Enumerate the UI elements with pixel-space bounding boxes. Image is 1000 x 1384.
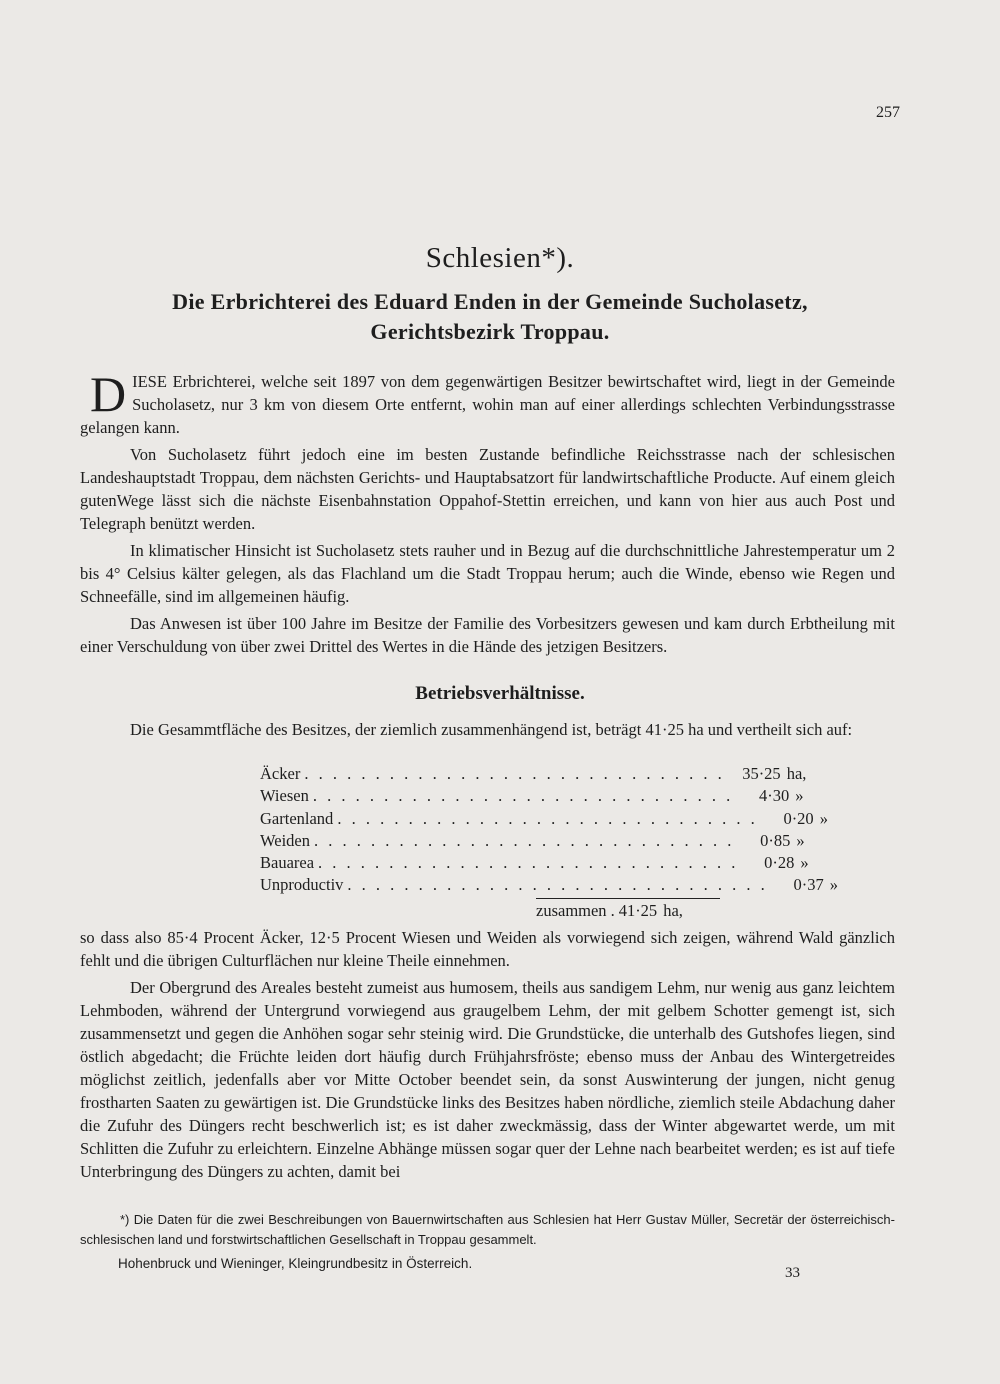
area-label: Wiesen: [260, 786, 309, 806]
area-row: [260, 830, 805, 853]
drop-cap: D: [90, 366, 127, 422]
leader-dots: . . . . . . . . . . . . . . . . . . . . . . . . . . . . . .: [347, 875, 768, 895]
total-value: 41·25: [618, 900, 658, 920]
section-heading: Betriebsverhältnisse.: [415, 683, 585, 704]
subtitle-line-2: Gerichtsbezirk Troppau.: [370, 319, 610, 344]
area-value: 35·25: [742, 764, 781, 783]
area-table: [260, 764, 839, 923]
page-title: Schlesien*).: [425, 242, 575, 274]
area-value: 4·30: [758, 786, 790, 806]
page-number: 257: [876, 104, 900, 121]
area-label: Gartenland: [260, 808, 334, 828]
leader-dots: . . . . . . . . . . . . . . . . . . . . . . . . . . . . . .: [304, 764, 725, 783]
leader-dots: . . . . . . . . . . . . . . . . . . . . . . . . . . . . . .: [312, 786, 734, 806]
total-unit: ha,: [663, 900, 683, 920]
footer-page-number: 33: [785, 1265, 800, 1281]
area-label: Äcker: [260, 764, 301, 783]
area-row: [260, 786, 804, 808]
leader-dots: . . . . . . . . . . . . . . . . . . . . . . . . . . . . . .: [313, 830, 735, 850]
leader-dots: . . . . . . . . . . . . . . . . . . . . . . . . . . . . . .: [337, 808, 758, 828]
area-total-row: [536, 898, 720, 923]
intro-section: [80, 366, 895, 662]
soil-section: [80, 926, 895, 1187]
area-row: [260, 875, 839, 897]
betrieb-intro-paragraph: Die Gesammtfläche des Besitzes, der ziemlich zusammenhängend ist, beträgt 41·25 ha und vertheilt sich auf:: [130, 720, 853, 739]
area-unit: »: [795, 786, 804, 806]
area-unit: »: [796, 830, 805, 850]
summary-paragraph: so dass also 85·4 Procent Äcker, 12·5 Procent Wiesen und Weiden als vorwiegend sich zeigen, während Wald gänzlich fehlt und die übrigen Culturflächen nur kleine Theile einnehmen.: [80, 928, 895, 970]
area-unit: »: [800, 853, 809, 873]
betrieb-section: [80, 718, 895, 745]
area-unit: »: [819, 808, 828, 828]
intro-paragraph-3: In klimatischer Hinsicht ist Sucholasetz stets rauher und in Bezug auf die durchschnittliche Jahrestemperatur um 2 bis 4° Celsius kälter gelegen, als das Flachland um die Stadt Troppau herum; auch die Winde, ebenso wie Regen und Schneefälle, sind im allgemeinen häufig.: [80, 541, 895, 606]
area-row: [260, 853, 809, 875]
footnote: *) Die Daten für die zwei Beschreibungen von Bauernwirtschaften aus Schlesien hat Herr Gustav Müller, Secretär der österreichisch-schlesischen land und forstwirtschaftlichen Gesellschaft in Troppau gesammelt.: [80, 1212, 895, 1247]
total-dot: .: [610, 900, 615, 920]
area-value: 0·20: [783, 808, 814, 828]
area-value: 0·85: [760, 830, 791, 850]
intro-paragraph-1: [80, 366, 895, 439]
soil-paragraph: Der Obergrund des Areales besteht zumeist aus humosem, theils aus sandigem Lehm, nur wenig aus ganz leichtem Lehmboden, während der Untergrund vorwiegend aus graugelbem Lehm, der mit gelbem Schotter gemengt ist, sich zusammensetzt und gegen die Anhöhen sogar sehr steinig wird. Die Grundstücke, die unterhalb des Gutshofes liegen, sind östlich abgedacht; die Früchte leiden dort häufig durch Frühjahrsfröste; ebenso muss der Anbau des Wintergetreides möglichst zeitlich, jedenfalls aber vor Mitte October beendet sein, da sonst Auswinterung der jungen, nicht genug frostharten Saaten zu gewärtigen ist. Die Grundstücke links des Besitzes haben nördliche, ziemlich steile Abdachung daher die Zufuhr des Düngers recht beschwerlich ist; es ist daher zweckmässig, dass der Winter abgewartet werde, um mit Schlitten die Zufuhr zu erleichtern. Einzelne Abhänge müssen sogar quer der Lehne nach bearbeitet werden; es ist auf tiefe Unterbringung des Düngers zu achten, damit bei: [80, 978, 895, 1181]
area-value: 0·28: [764, 853, 795, 873]
footer-citation: Hohenbruck und Wieninger, Kleingrundbesitz in Österreich.: [118, 1256, 473, 1271]
subtitle-line-1: Die Erbrichterei des Eduard Enden in der Gemeinde Sucholasetz,: [172, 289, 808, 314]
area-row: [260, 808, 828, 831]
leader-dots: . . . . . . . . . . . . . . . . . . . . . . . . . . . . . .: [318, 853, 739, 873]
area-unit: ha,: [786, 764, 807, 783]
intro-paragraph-1-text: IESE Erbrichterei, welche seit 1897 von dem gegenwärtigen Besitzer bewirtschaftet wird, liegt in der Gemeinde Sucholasetz, nur 3 km von diesem Orte entfernt, wohin man auf einer allerdings schlechten Verbindungsstrasse gelangen kann.: [80, 372, 895, 437]
intro-paragraph-2: Von Sucholasetz führt jedoch eine im besten Zustande befindliche Reichsstrasse nach der schlesischen Landeshauptstadt Troppau, dem nächsten Gerichts- und Hauptabsatzort für landwirtschaftliche Producte. Auf einem gleich gutenWege lässt sich die nächste Eisenbahnstation Oppahof-Stettin erreichen, und kann von hier aus auch Post und Telegraph benützt werden.: [80, 445, 895, 533]
area-label: Unproductiv: [260, 875, 344, 895]
area-unit: »: [829, 875, 839, 895]
area-row: [260, 764, 807, 786]
intro-paragraph-4: Das Anwesen ist über 100 Jahre im Besitze der Familie des Vorbesitzers gewesen und kam durch Erbtheilung mit einer Verschuldung von über zwei Drittel des Wertes in die Hände des jetzigen Besitzers.: [80, 614, 895, 656]
area-value: 0·37: [793, 875, 824, 895]
subtitle: [80, 287, 900, 347]
area-label: Weiden: [260, 830, 310, 850]
total-label: zusammen: [536, 900, 607, 920]
area-label: Bauarea: [260, 853, 315, 873]
